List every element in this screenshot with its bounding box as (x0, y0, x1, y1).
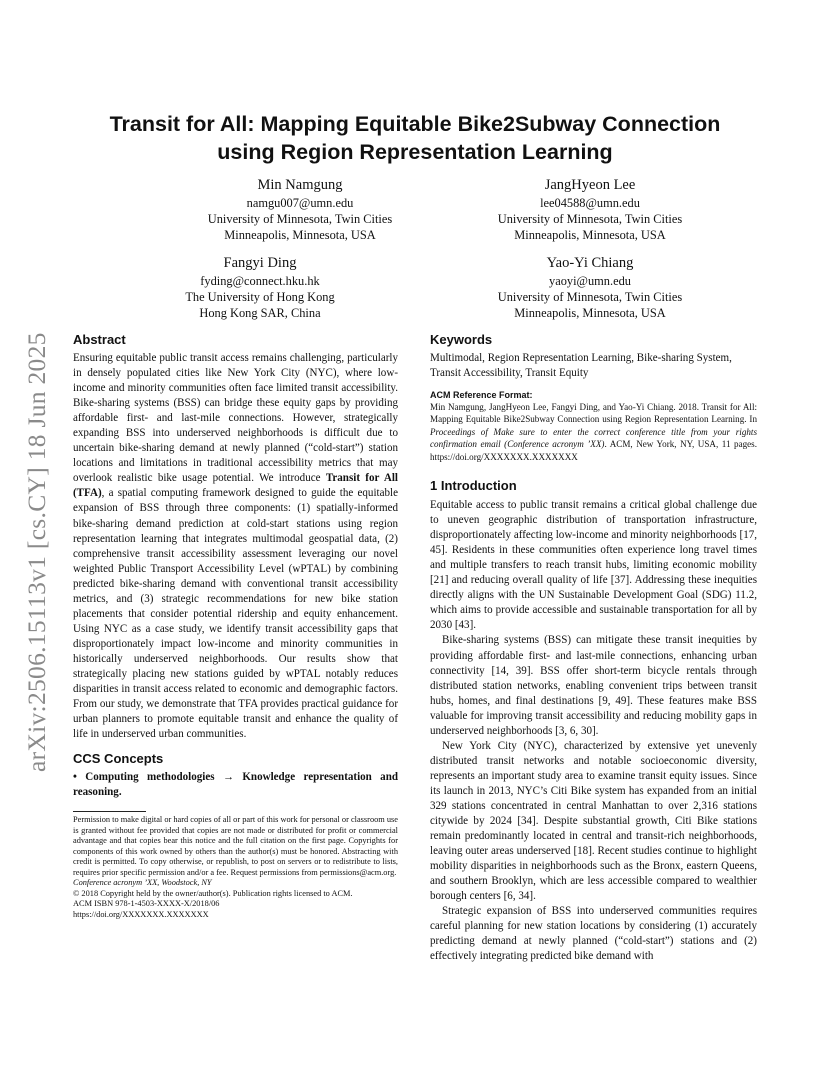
author-affiliation: University of Minnesota, Twin Cities (207, 212, 393, 227)
permission-text: Permission to make digital or hard copies of all or part of this work for personal or classroom use is granted without fee provided that copies are not made or distributed for profit or commercial advantage and that copies bear this notice and the full citation on the first page. Copyrights for components of this work owned by others than the author(s) must be honored. Abstracting with credit is permitted. To copy otherwise, or republish, to post on servers or to redistribute to lists, requires prior specific permission and/or a fee. Request permissions from permissions@acm.org. (73, 815, 398, 877)
author-name: Yao-Yi Chiang (546, 255, 634, 271)
acm-ref-text: Min Namgung, JangHyeon Lee, Fangyi Ding, and Yao-Yi Chiang. 2018. Transit for All: Mapping Equitable Bike2Subway Connection using Region Representation Learning. In Proceedings of Make sure to enter the correct conference title from your rights confirmation email (Conference acronym ’XX). ACM, New York, NY, USA, 11 pages. https://doi.org/XXXXXXX.XXXXXXX (430, 402, 757, 462)
intro-paragraph-1: Equitable access to public transit remains a critical global challenge due to uneven geographic distribution of transportation infrastructure, disproportionately affecting low-income and minority neighborhoods [17, 45]. Residents in these communities often experience long travel times and multiple transfers to reach transit hubs, limiting economic mobility [21] and reducing overall quality of life [37]. Addressing these inequities directly aligns with the UN Sustainable Development Goal (SDG) 11.2, which aims to provide accessible and sustainable transportation for all by 2030 [43]. (430, 499, 757, 632)
author-block-3 (120, 254, 400, 322)
author-block-4 (440, 254, 740, 322)
author-affiliation: University of Minnesota, Twin Cities (497, 290, 683, 305)
copyright-line: © 2018 Copyright held by the owner/author(s). Publication rights licensed to ACM. (73, 888, 353, 898)
right-column (430, 331, 757, 964)
permission-notice (73, 815, 398, 920)
author-email[interactable]: namgu007@umn.edu (246, 196, 354, 210)
intro-paragraph-4: Strategic expansion of BSS into underserved communities requires careful planning for new station locations by considering (1) accurately predicting demand at newly planned (“cold-start”) stations and (2) effectively integrating predicted bike demand with (430, 905, 757, 963)
author-block-2 (440, 176, 740, 244)
doi-footer[interactable]: https://doi.org/XXXXXXX.XXXXXXX (73, 909, 209, 919)
author-name: Fangyi Ding (223, 255, 297, 271)
intro-heading: 1 Introduction (430, 478, 517, 494)
abstract-heading: Abstract (73, 332, 126, 347)
author-affiliation: University of Minnesota, Twin Cities (497, 212, 683, 227)
keywords-heading: Keywords (430, 332, 493, 347)
author-location: Hong Kong SAR, China (199, 306, 321, 321)
intro-paragraph-2: Bike-sharing systems (BSS) can mitigate these transit inequities by providing affordable first- and last-mile connections, enhancing urban connectivity [14, 39]. BSS offer short-term bicycle rentals through distributed station networks, enabling convenient trips between transit hubs, homes, and final destinations [9, 49]. These features make BSS valuable for improving transit accessibility and reducing mobility gaps in underserved neighborhoods [3, 6, 30]. (430, 634, 757, 737)
author-email[interactable]: fyding@connect.hku.hk (200, 274, 320, 288)
author-affiliation: The University of Hong Kong (185, 290, 335, 305)
keywords-text: Multimodal, Region Representation Learning, Bike-sharing System, Transit Accessibility, Transit Equity (430, 352, 732, 379)
left-column (73, 331, 398, 920)
conference-line: Conference acronym ’XX, Woodstock, NY (73, 878, 212, 888)
author-name: JangHyeon Lee (544, 177, 636, 193)
isbn-line: ACM ISBN 978-1-4503-XXXX-X/2018/06 (73, 899, 220, 909)
footnote-rule (73, 811, 146, 812)
author-location: Minneapolis, Minnesota, USA (514, 306, 666, 321)
arxiv-stamp: arXiv:2506.15113v1 [cs.CY] 18 Jun 2025 (22, 332, 51, 772)
tfa-name: Transit for All (TFA) (73, 472, 398, 500)
intro-paragraph-3: New York City (NYC), characterized by extensive yet unevenly distributed transit networks and notable socioeconomic diversity, represents an important study area to examine transit equity issues. Since its launch in 2013, NYC’s Citi Bike system has expanded from an initial 329 stations concentrated in central Manhattan to over 2,316 stations citywide by 2024 [34]. Despite substantial growth, Citi Bike stations remain predominantly located in central and transit-rich neighborhoods, leaving outer areas underserved [18]. Recent studies continue to highlight mobility disparities in neighborhoods such as the Bronx, eastern Queens, and southern Brooklyn, which are less accessible compared to wealthier borough centers [6, 34]. (430, 739, 757, 903)
abstract-text: Ensuring equitable public transit access remains challenging, particularly in densely populated cities like New York City (NYC), where low-income and minority communities often face limited transit accessibility. Bike-sharing systems (BSS) can bridge these equity gaps by providing affordable first- and last-mile connections. However, strategically expanding BSS into underserved neighborhoods is difficult due to uncertain bike-sharing demand at newly planned (“cold-start”) station locations and limitations in traditional accessibility metrics that may overlook realistic bike usage potential. We introduce Transit for All (TFA), a spatial computing framework designed to guide the equitable expansion of BSS through three components: (1) spatially-informed bike-sharing demand prediction at cold-start stations using region representation learning that integrates multimodal geospatial data, (2) comprehensive transit accessibility assessment leveraging our novel weighted Public Transport Accessibility Level (wPTAL) by combining predicted bike-sharing demand with conventional transit accessibility metrics, and (3) strategic recommendations for new bike station placements that consider potential ridership and equity enhancement. Using NYC as a case study, we identify transit accessibility gaps that disproportionately impact low-income and minority communities in historically underserved neighborhoods. Our results show that strategically placing new stations guided by wPTAL notably reduces disparities in transit access related to economic and demographic factors. From our study, we demonstrate that TFA provides practical guidance for urban planners to promote equitable transit and enhance the quality of life in underserved urban communities. (73, 352, 398, 741)
author-email[interactable]: yaoyi@umn.edu (549, 274, 631, 288)
author-email[interactable]: lee04588@umn.edu (540, 196, 640, 210)
ccs-text: • Computing methodologies → Knowledge representation and reasoning. (73, 771, 398, 799)
acm-ref-heading: ACM Reference Format: (430, 390, 533, 400)
author-location: Minneapolis, Minnesota, USA (514, 228, 666, 243)
author-location: Minneapolis, Minnesota, USA (224, 228, 376, 243)
ccs-heading: CCS Concepts (73, 751, 164, 767)
author-block-1 (120, 176, 480, 244)
title-line-2: using Region Representation Learning (217, 140, 613, 164)
title-line-1: Transit for All: Mapping Equitable Bike2Subway Connection (109, 112, 721, 136)
author-name: Min Namgung (257, 177, 343, 193)
paper-title (74, 110, 756, 166)
